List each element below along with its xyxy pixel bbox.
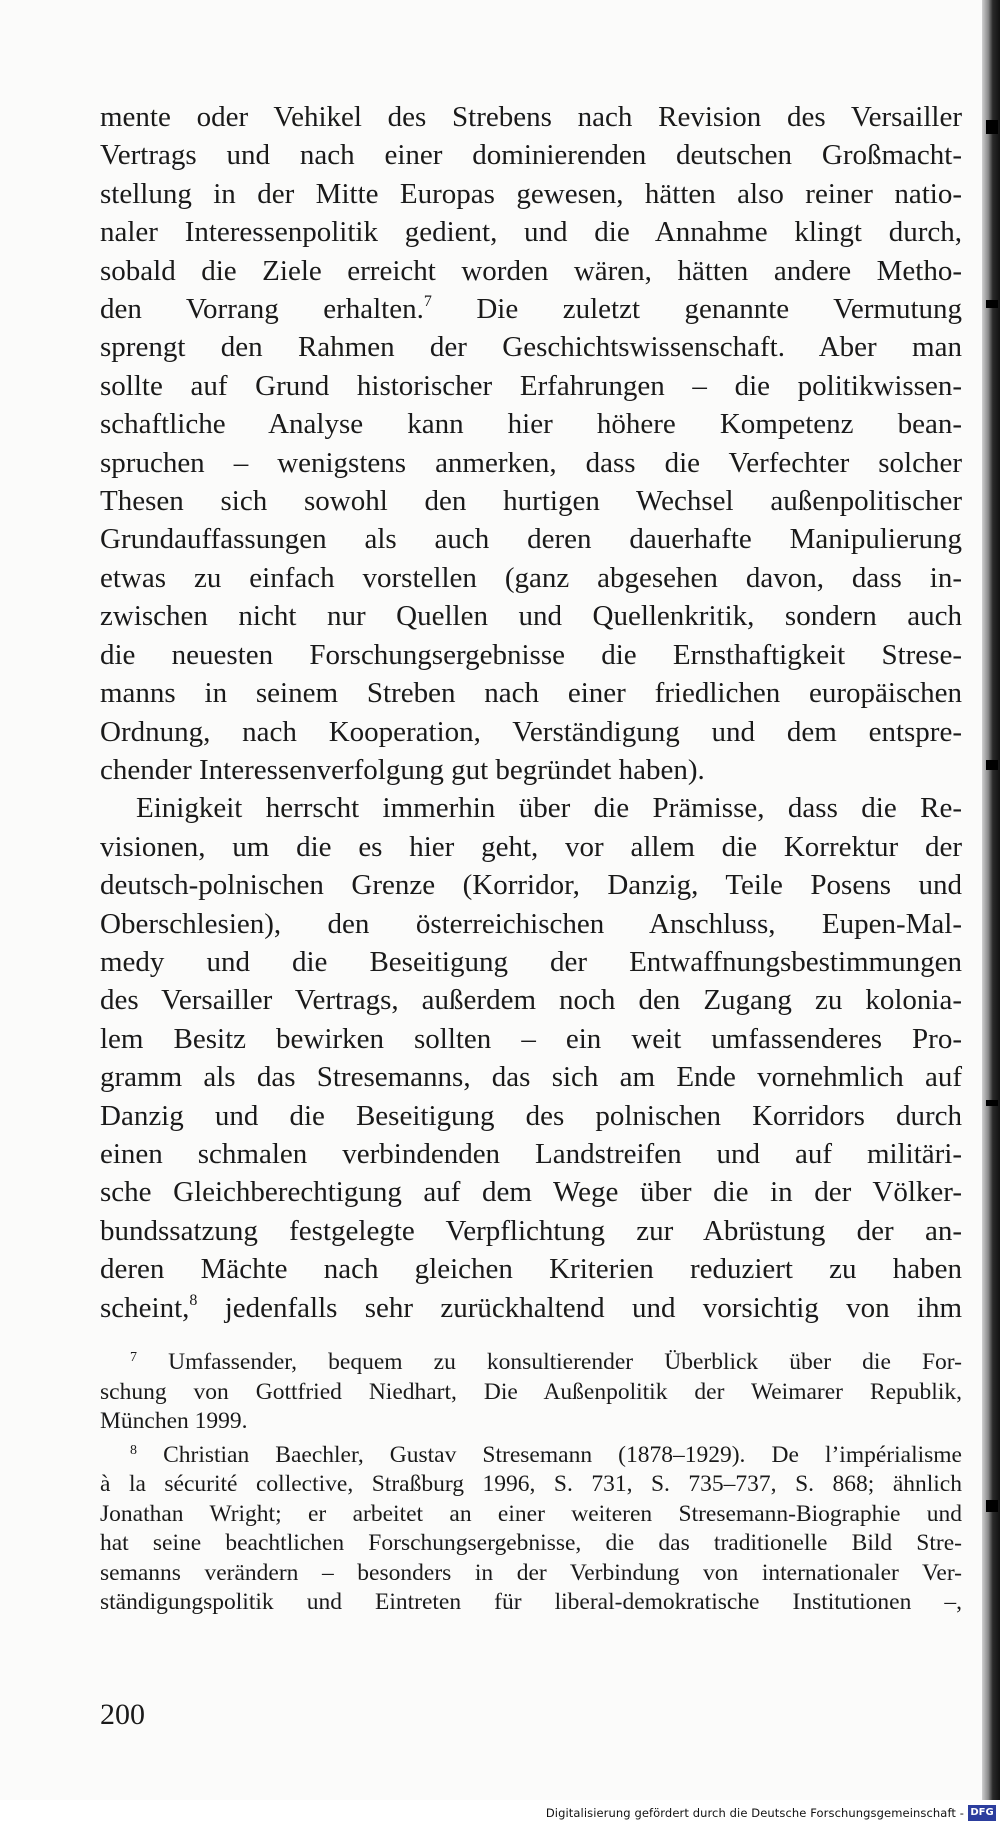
text-line: zwischen nicht nur Quellen und Quellenkritik, sondern auch — [100, 600, 962, 633]
text-line: deutsch-polnischen Grenze (Korridor, Danzig, Teile Posens und — [100, 869, 962, 902]
text-line: Danzig und die Beseitigung des polnischen Korridors durch — [100, 1099, 962, 1132]
text-line: Oberschlesien), den österreichischen Anschluss, Eupen-Mal- — [100, 907, 962, 940]
text-fragment: jedenfalls sehr zurückhaltend und vorsichtig von ihm — [197, 1291, 962, 1324]
footnote-line: semanns verändern – besonders in der Verbindung von internationaler Ver- — [100, 1559, 962, 1586]
footnote-line: München 1999. — [100, 1408, 248, 1434]
dfg-logo: DFG — [968, 1805, 996, 1821]
page-number: 200 — [100, 1698, 145, 1731]
text-line: des Versailler Vertrags, außerdem noch den Zugang zu kolonia- — [100, 984, 962, 1017]
footnote-line — [100, 1348, 962, 1378]
text-line: medy und die Beseitigung der Entwaffnungsbestimmungen — [100, 945, 962, 978]
footnote-line: schung von Gottfried Niedhart, Die Außenpolitik der Weimarer Republik, — [100, 1378, 962, 1405]
footnote-line: à la sécurité collective, Straßburg 1996, S. 731, S. 735–737, S. 868; ähnlich — [100, 1471, 962, 1497]
text-line: einen schmalen verbindenden Landstreifen und auf militäri- — [100, 1137, 962, 1170]
text-line: sche Gleichberechtigung auf dem Wege über die in der Völker- — [100, 1176, 962, 1209]
digitization-credit: Digitalisierung gefördert durch die Deutsche Forschungsgemeinschaft - — [545, 1806, 964, 1820]
text-fragment: den Vorrang erhalten. — [100, 293, 424, 326]
footnote-7 — [100, 1348, 962, 1437]
text-line: manns in seinem Streben nach einer friedlichen europäischen — [100, 677, 962, 710]
footnotes — [100, 1348, 962, 1618]
text-line: gramm als das Stresemanns, das sich am Ende vornehmlich auf — [100, 1061, 962, 1094]
text-line: sollte auf Grund historischer Erfahrungen – die politikwissen- — [100, 369, 962, 402]
footnote-line: Jonathan Wright; er arbeitet an einer weiteren Stresemann-Biographie und — [100, 1500, 962, 1527]
footnote-text: Christian Baechler, Gustav Stresemann (1878–1929). De l’impérialisme — [137, 1441, 962, 1468]
text-line: deren Mächte nach gleichen Kriterien reduziert zu haben — [100, 1253, 962, 1286]
text-line: etwas zu einfach vorstellen (ganz abgesehen davon, dass in- — [100, 561, 962, 594]
text-line: Thesen sich sowohl den hurtigen Wechsel außenpolitischer — [100, 485, 962, 518]
paragraph-start-line: Einigkeit herrscht immerhin über die Prämisse, dass die Re- — [136, 792, 962, 825]
footnote-line — [100, 1441, 962, 1471]
text-line: chender Interessenverfolgung gut begründet haben). — [100, 753, 705, 786]
text-line — [100, 290, 962, 328]
text-line: mente oder Vehikel des Strebens nach Revision des Versailler — [100, 101, 962, 133]
footnote-line: ständigungspolitik und Eintreten für liberal-demokratische Institutionen –, — [100, 1589, 962, 1615]
text-line: naler Interessenpolitik gedient, und die Annahme klingt durch, — [100, 216, 962, 249]
footnote-number: 8 — [130, 1442, 137, 1458]
footnote-text: Umfassender, bequem zu konsultierender Überblick über die For- — [137, 1349, 962, 1375]
text-line: Ordnung, nach Kooperation, Verständigung und dem entspre- — [100, 715, 962, 748]
footnote-ref-7: 7 — [423, 293, 432, 311]
text-line: visionen, um die es hier geht, vor allem die Korrektur der — [100, 830, 962, 863]
text-line: stellung in der Mitte Europas gewesen, hätten also reiner natio- — [100, 177, 962, 210]
text-line: sprengt den Rahmen der Geschichtswissenschaft. Aber man — [100, 331, 962, 364]
text-line: sobald die Ziele erreicht worden wären, hätten andere Metho- — [100, 254, 962, 287]
text-line: die neuesten Forschungsergebnisse die Ernsthaftigkeit Strese- — [100, 638, 962, 671]
footnote-8 — [100, 1441, 962, 1618]
text-line: spruchen – wenigstens anmerken, dass die Verfechter solcher — [100, 446, 962, 479]
text-line: schaftliche Analyse kann hier höhere Kompetenz bean- — [100, 408, 962, 441]
text-line: Vertrags und nach einer dominierenden deutschen Großmacht- — [100, 139, 962, 172]
footnote-ref-8: 8 — [189, 1291, 198, 1309]
footnote-number: 7 — [130, 1350, 137, 1365]
text-fragment: Die zuletzt genannte Vermutung — [431, 293, 962, 326]
text-line: lem Besitz bewirken sollten – ein weit umfassenderes Pro- — [100, 1022, 962, 1055]
text-fragment: scheint, — [100, 1291, 190, 1324]
text-line: Grundauffassungen als auch deren dauerhafte Manipulierung — [100, 523, 962, 556]
text-line: bundssatzung festgelegte Verpflichtung zur Abrüstung der an- — [100, 1214, 962, 1247]
main-text — [100, 98, 962, 1327]
text-line — [100, 1289, 962, 1327]
scan-page-edge — [982, 0, 1000, 1800]
digitization-footer — [0, 1800, 1000, 1828]
footnote-line: hat seine beachtlichen Forschungsergebnisse, die das traditionelle Bild Stre- — [100, 1530, 962, 1556]
